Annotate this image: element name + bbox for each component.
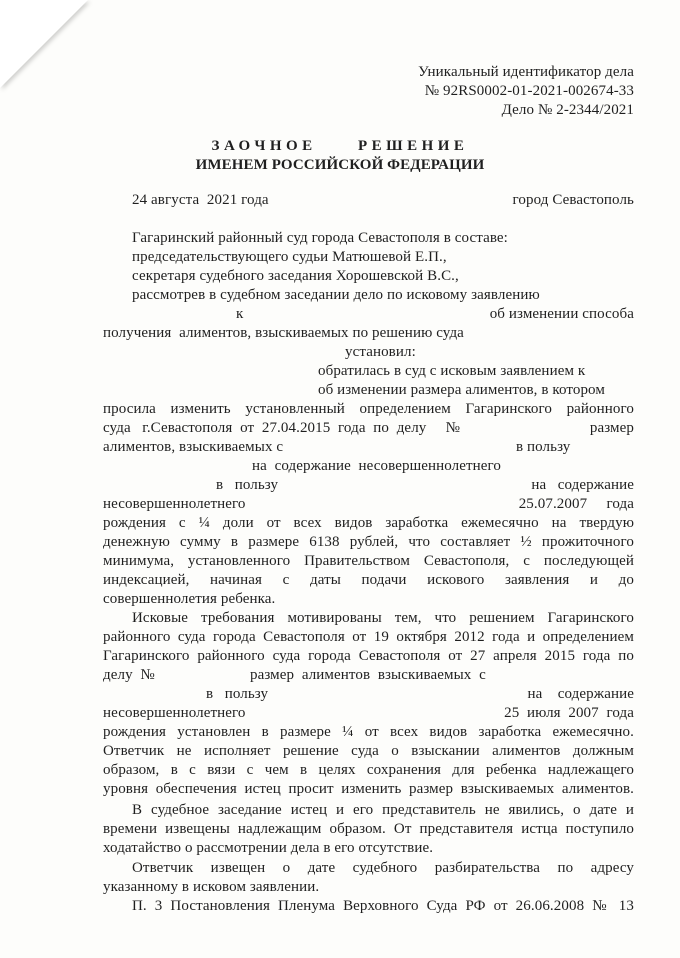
body-line: об изменении размера алиментов, в котором (318, 382, 605, 398)
body-line: индексацией, начиная с даты подачи искового заявления и до (103, 572, 634, 588)
body-line: рассмотрев в судебном заседании дело по исковому заявлению (132, 287, 540, 303)
body-line: в пользу (516, 439, 571, 455)
body-line: об изменении способа (489, 306, 634, 322)
body-line: к (236, 306, 244, 322)
body-line: минимума, установленного Правительством Севастополя, с последующей (103, 553, 634, 569)
body-line: просила изменить установленный определением Гагаринского районного (103, 401, 634, 417)
body-line: на содержание (527, 686, 634, 702)
case-id-number: № 92RS0002-01-2021-002674-33 (424, 83, 634, 99)
body-line: Исковые требования мотивированы тем, что решением Гагаринского (132, 610, 634, 626)
decision-city: город Севастополь (512, 192, 634, 208)
body-line: образом, в с вязи с чем в целях сохранения для ребенка надлежащего (103, 762, 634, 778)
body-line: районного суда города Севастополя от 19 октября 2012 года и определением (103, 629, 634, 645)
body-line: алиментов, взыскиваемых с (103, 439, 284, 455)
body-line: получения алиментов, взыскиваемых по решению суда (103, 325, 464, 341)
body-line: секретаря судебного заседания Хорошевской В.С., (132, 268, 459, 284)
body-line: в пользу (206, 686, 269, 702)
body-line: 25 июля 2007 года (504, 705, 634, 721)
folded-corner (0, 0, 88, 88)
body-line: несовершеннолетнего (103, 705, 246, 721)
body-line: председательствующего судьи Матюшевой Е.П., (132, 249, 447, 265)
body-line: 25.07.2007 года (518, 496, 634, 512)
body-line: ходатайство о рассмотрении дела в его отсутствие. (103, 840, 434, 856)
body-line: рождения установлен в размере ¼ от всех видов заработка ежемесячно. (103, 724, 634, 740)
body-line: размер алиментов взыскиваемых с (250, 667, 486, 683)
body-line: П. 3 Постановления Пленума Верховного Суда РФ от 26.06.2008 № 13 (132, 898, 634, 914)
body-line: делу № (103, 667, 155, 683)
body-line: Гагаринский районный суд города Севастополя в составе: (132, 230, 508, 246)
body-line: несовершеннолетнего (103, 496, 246, 512)
body-line: суда г.Севастополя от 27.04.2015 года по делу № (103, 420, 461, 436)
body-line: совершеннолетия ребенка. (103, 591, 276, 607)
body-line: Ответчик не исполняет решение суда о взыскании алиментов должным (103, 743, 634, 759)
body-line: обратилась в суд с исковым заявлением к (318, 363, 586, 379)
body-line: на содержание несовершеннолетнего (252, 458, 502, 474)
body-line: на содержание (531, 477, 634, 493)
body-line: Гагаринского районного суда города Севастополя от 27 апреля 2015 года по (103, 648, 634, 664)
body-line: рождения с ¼ доли от всех видов заработка ежемесячно на твердую (103, 515, 634, 531)
body-line: Ответчик извещен о дате судебного разбирательства по адресу (132, 860, 634, 876)
document-subtitle: ИМЕНЕМ РОССИЙСКОЙ ФЕДЕРАЦИИ (195, 157, 485, 173)
case-id-label: Уникальный идентификатор дела (418, 64, 634, 80)
case-number: Дело № 2-2344/2021 (501, 102, 634, 118)
section-heading: установил: (345, 344, 416, 360)
body-line: в пользу (216, 477, 279, 493)
body-line: времени извещены надлежащим образом. От представителя истца поступило (103, 821, 634, 837)
body-line: В судебное заседание истец и его представитель не явились, о дате и (132, 802, 634, 818)
body-line: уровня обеспечения истец просит изменить размер взыскиваемых алиментов. (103, 781, 634, 797)
body-line: размер (589, 420, 634, 436)
document-title: ЗАОЧНОЕ РЕШЕНИЕ (211, 138, 469, 154)
body-line: денежную сумму в размере 6138 рублей, что составляет ½ прожиточного (103, 534, 634, 550)
body-line: указанному в исковом заявлении. (103, 879, 320, 895)
decision-date: 24 августа 2021 года (132, 192, 269, 208)
